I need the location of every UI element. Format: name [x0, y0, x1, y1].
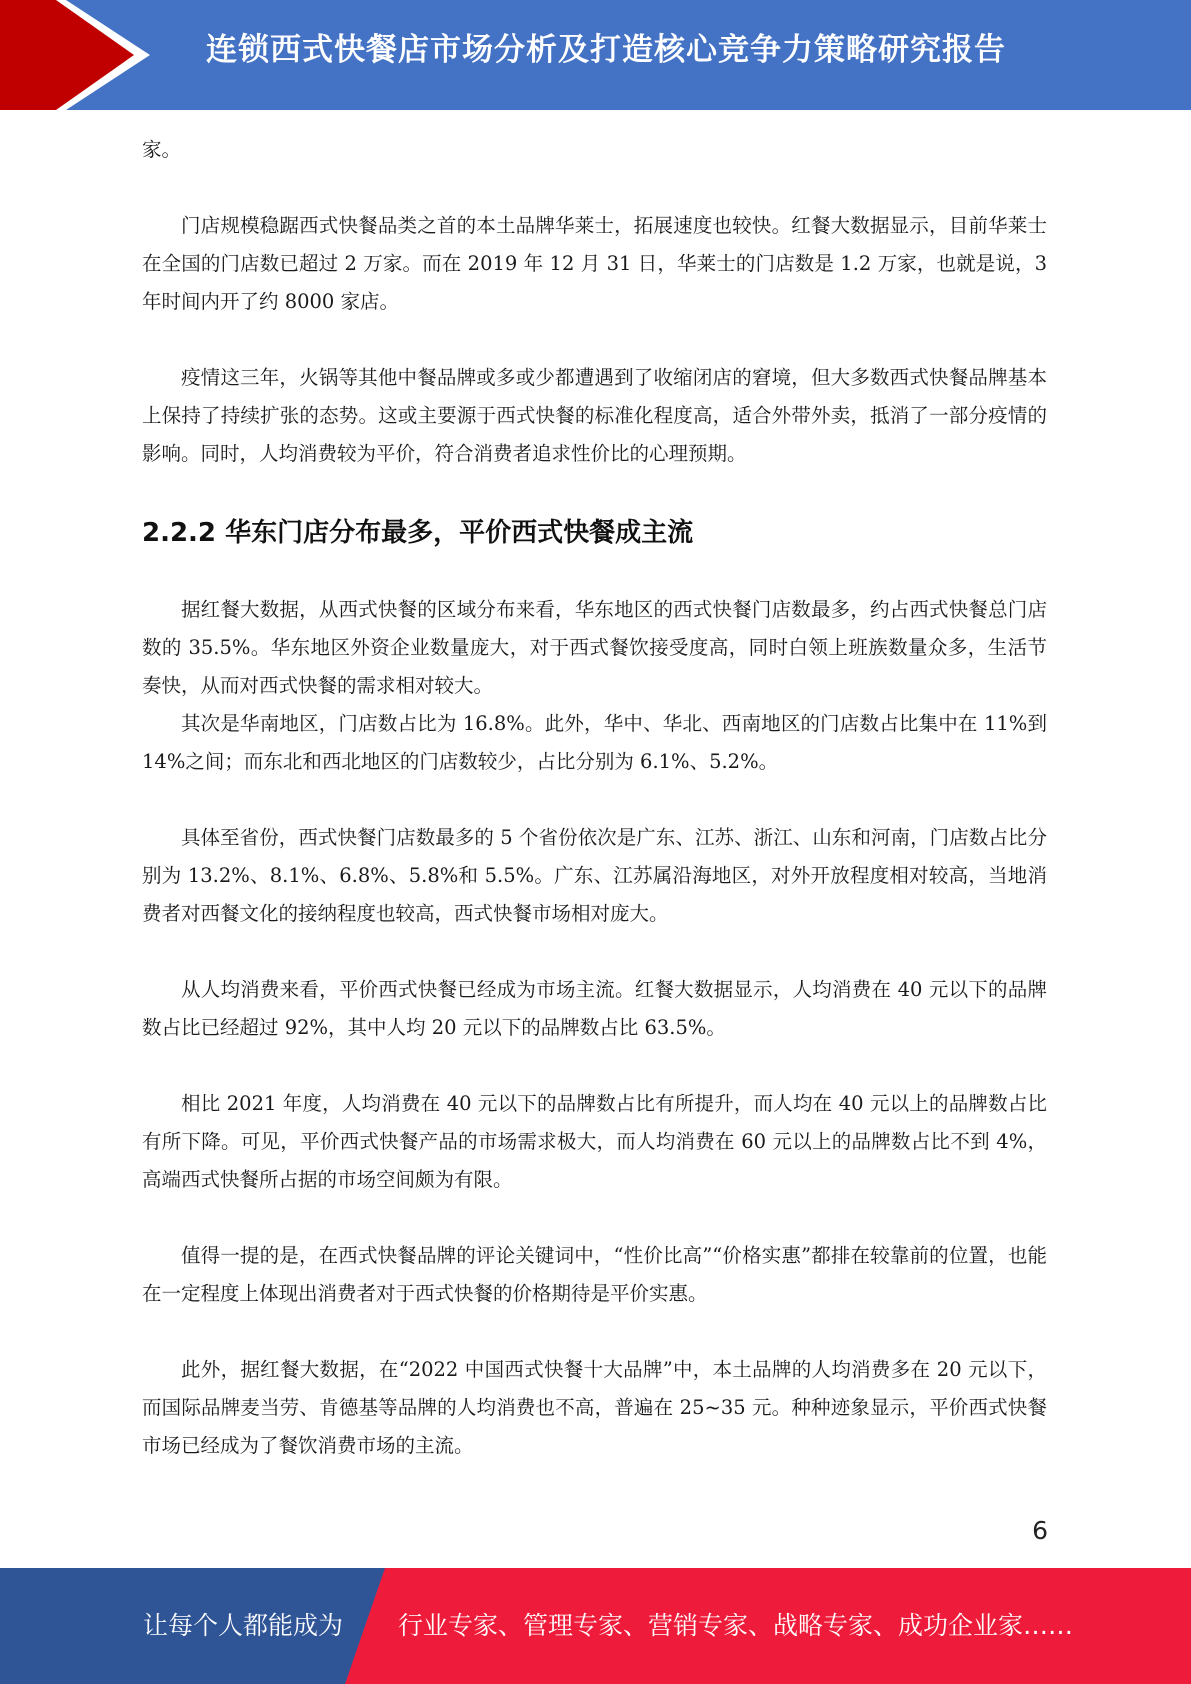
- page-number: 6: [1032, 1516, 1048, 1545]
- paragraph-keywords: 值得一提的是，在西式快餐品牌的评论关键词中，“性价比高”“价格实惠”都排在较靠前的位置，也能在一定程度上体现出消费者对于西式快餐的价格期待是平价实惠。: [142, 1244, 1047, 1305]
- paragraph-per-capita: 从人均消费来看，平价西式快餐已经成为市场主流。红餐大数据显示，人均消费在 40 元以下的品牌数占比已经超过 92%，其中人均 20 元以下的品牌数占比 63.5%。: [142, 978, 1047, 1039]
- paragraph-provinces: 具体至省份，西式快餐门店数最多的 5 个省份依次是广东、江苏、浙江、山东和河南，门店数占比分别为 13.2%、8.1%、6.8%、5.8%和 5.5%。广东、江苏属沿海地区，对外开放程度相对较高，当地消费者对西餐文化的接纳程度也较高，西式快餐市场相对庞大。: [142, 826, 1047, 925]
- footer-slogan-right: 行业专家、管理专家、营销专家、战略专家、成功企业家……: [398, 1611, 1074, 1640]
- main-content: [142, 131, 1047, 1465]
- section-heading: 2.2.2 华东门店分布最多，平价西式快餐成主流: [142, 518, 694, 548]
- paragraph-vs-2021: 相比 2021 年度，人均消费在 40 元以下的品牌数占比有所提升，而人均在 40 元以上的品牌数占比有所下降。可见，平价西式快餐产品的市场需求极大，而人均消费在 60 元以上的品牌数占比不到 4%，高端西式快餐所占据的市场空间颇为有限。: [142, 1092, 1047, 1191]
- paragraph-wallace-growth: 门店规模稳踞西式快餐品类之首的本土品牌华莱士，拓展速度也较快。红餐大数据显示，目前华莱士在全国的门店数已超过 2 万家。而在 2019 年 12 月 31 日，华莱士的门店数是 1.2 万家，也就是说，3 年时间内开了约 8000 家店。: [142, 214, 1047, 313]
- paragraph-pandemic-expansion: 疫情这三年，火锅等其他中餐品牌或多或少都遭遇到了收缩闭店的窘境，但大多数西式快餐品牌基本上保持了持续扩张的态势。这或主要源于西式快餐的标准化程度高，适合外带外卖，抵消了一部分疫情的影响。同时，人均消费较为平价，符合消费者追求性价比的心理预期。: [142, 366, 1047, 465]
- page-header: [0, 0, 1191, 110]
- paragraph-south-china: 其次是华南地区，门店数占比为 16.8%。此外，华中、华北、西南地区的门店数占比集中在 11%到 14%之间；而东北和西北地区的门店数较少，占比分别为 6.1%、5.2%。: [142, 712, 1047, 773]
- footer-slogan-left: 让每个人都能成为: [143, 1611, 344, 1640]
- paragraph-east-china: 据红餐大数据，从西式快餐的区域分布来看，华东地区的西式快餐门店数最多，约占西式快餐总门店数的 35.5%。华东地区外资企业数量庞大，对于西式餐饮接受度高，同时白领上班族数量众多，生活节奏快，从而对西式快餐的需求相对较大。: [142, 598, 1047, 697]
- page-footer: [0, 1568, 1191, 1684]
- header-title: 连锁西式快餐店市场分析及打造核心竞争力策略研究报告: [206, 32, 1006, 68]
- paragraph-continuation: 家。: [142, 138, 182, 161]
- header-chevron-icon: [0, 0, 150, 110]
- paragraph-top-brands: 此外，据红餐大数据，在“2022 中国西式快餐十大品牌”中，本土品牌的人均消费多在 20 元以下，而国际品牌麦当劳、肯德基等品牌的人均消费也不高，普遍在 25~35 元。种种迹象显示，平价西式快餐市场已经成为了餐饮消费市场的主流。: [142, 1358, 1047, 1457]
